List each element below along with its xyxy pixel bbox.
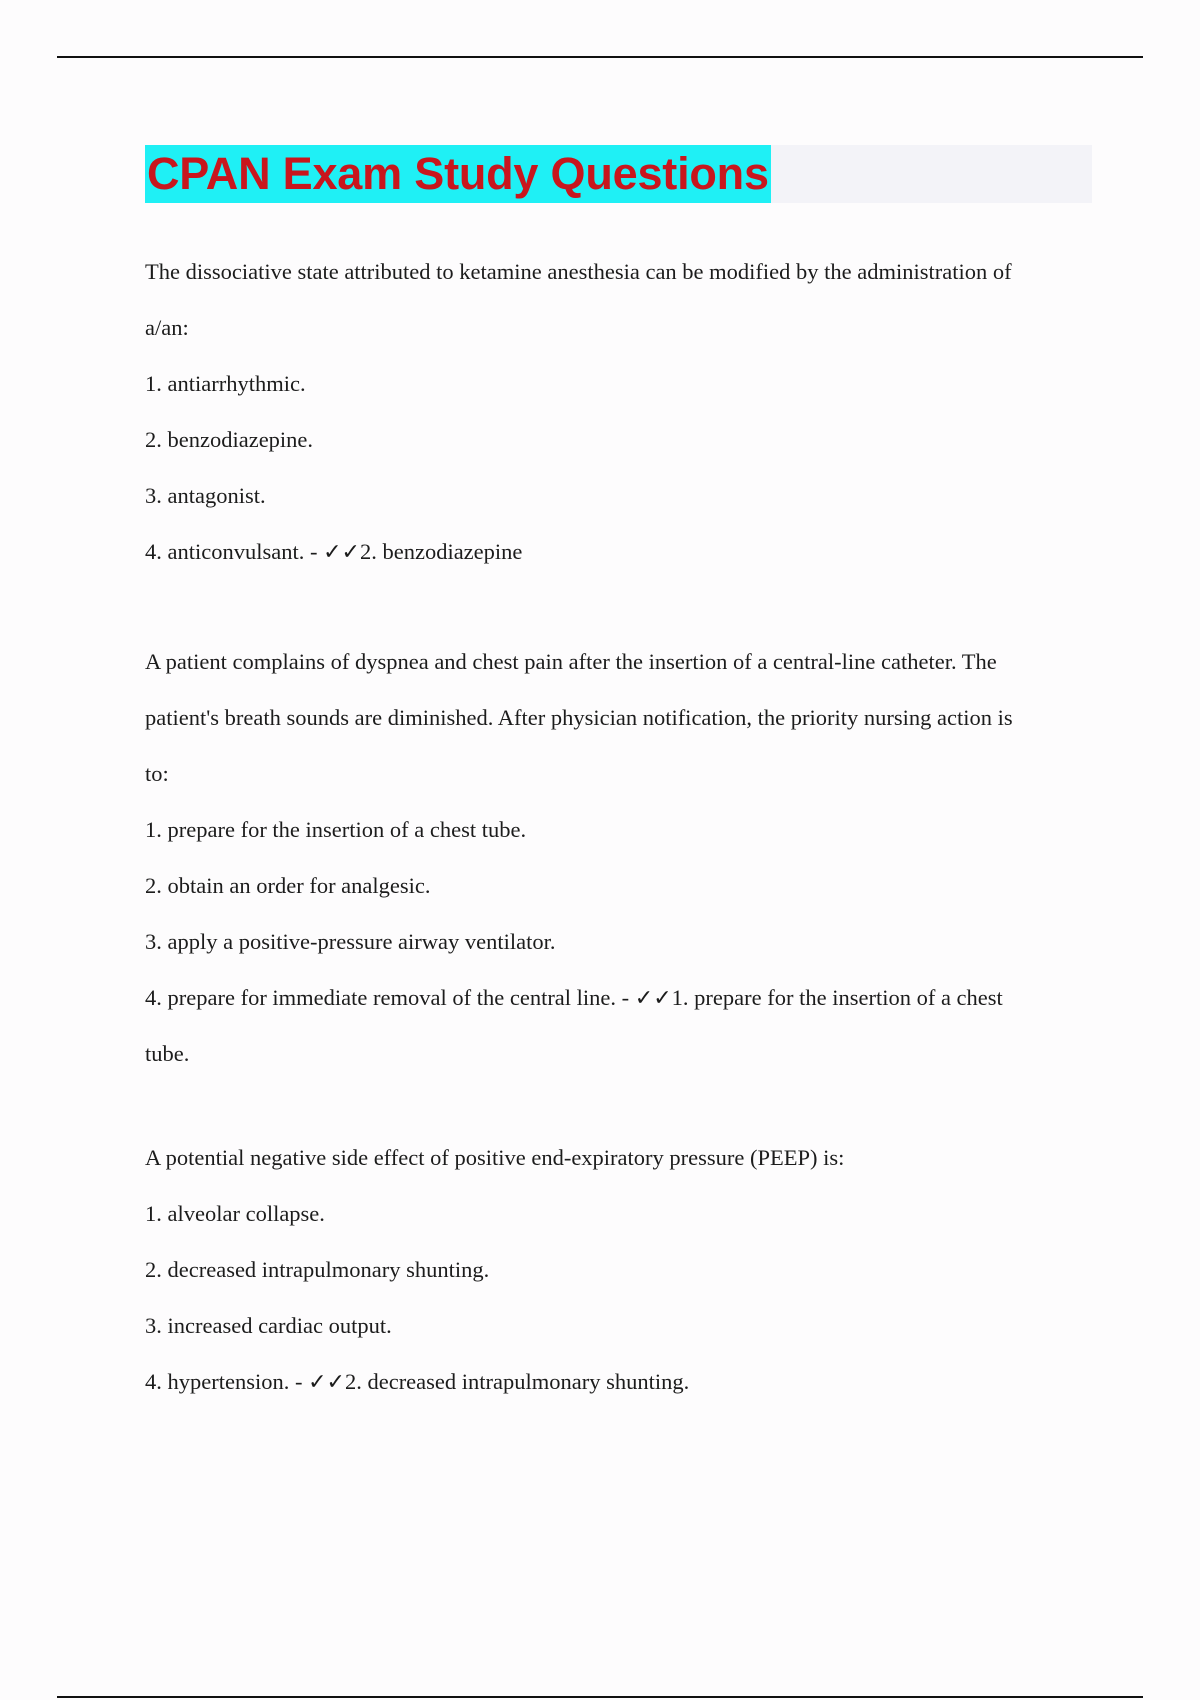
question-stem-line: a/an:: [145, 315, 189, 340]
answer-option-text: 4. hypertension. -: [145, 1369, 309, 1394]
correct-answer: 2. decreased intrapulmonary shunting.: [344, 1369, 690, 1394]
header-rule: [57, 56, 1143, 58]
answer-option: 3. increased cardiac output.: [145, 1313, 392, 1338]
question-stem-line: A patient complains of dyspnea and chest pain after the insertion of a central-line catheter. The: [145, 649, 997, 674]
correct-answer-continued: tube.: [145, 1041, 190, 1066]
double-check-icon: ✓✓: [308, 1370, 345, 1395]
question-spacer: [145, 1088, 1095, 1136]
correct-answer: 1. prepare for the insertion of a chest: [671, 985, 1003, 1010]
footer-rule: [57, 1696, 1143, 1698]
question-stem-line: A potential negative side effect of positive end-expiratory pressure (PEEP) is:: [145, 1145, 845, 1170]
question-block: [145, 1136, 1095, 1416]
question-spacer: [145, 586, 1095, 640]
answer-option: 1. antiarrhythmic.: [145, 371, 306, 396]
question-stem-line: to:: [145, 761, 169, 786]
answer-option-with-key: [145, 1360, 1095, 1416]
double-check-icon: ✓✓: [634, 986, 672, 1011]
correct-answer: 2. benzodiazepine: [359, 539, 523, 564]
double-check-icon: ✓✓: [323, 540, 360, 565]
answer-option: 3. apply a positive-pressure airway ventilator.: [145, 929, 556, 954]
answer-option: 2. decreased intrapulmonary shunting.: [145, 1257, 490, 1282]
answer-option-with-key: [145, 976, 1095, 1032]
answer-option-text: 4. prepare for immediate removal of the central line. -: [145, 985, 635, 1010]
question-stem-line: The dissociative state attributed to ketamine anesthesia can be modified by the administration of: [145, 259, 1012, 284]
answer-option-text: 4. anticonvulsant. -: [145, 539, 324, 564]
answer-option: 1. prepare for the insertion of a chest tube.: [145, 817, 527, 842]
answer-option: 3. antagonist.: [145, 483, 266, 508]
answer-option: 1. alveolar collapse.: [145, 1201, 325, 1226]
question-block: [145, 250, 1095, 586]
document-title: CPAN Exam Study Questions: [145, 145, 771, 203]
answer-option: 2. benzodiazepine.: [145, 427, 314, 452]
question-block: [145, 640, 1095, 1088]
answer-option-with-key: [145, 530, 1095, 586]
answer-option: 2. obtain an order for analgesic.: [145, 873, 431, 898]
question-stem-line: patient's breath sounds are diminished. After physician notification, the priority nursing action is: [145, 705, 1013, 730]
document-body: [145, 250, 1095, 1416]
